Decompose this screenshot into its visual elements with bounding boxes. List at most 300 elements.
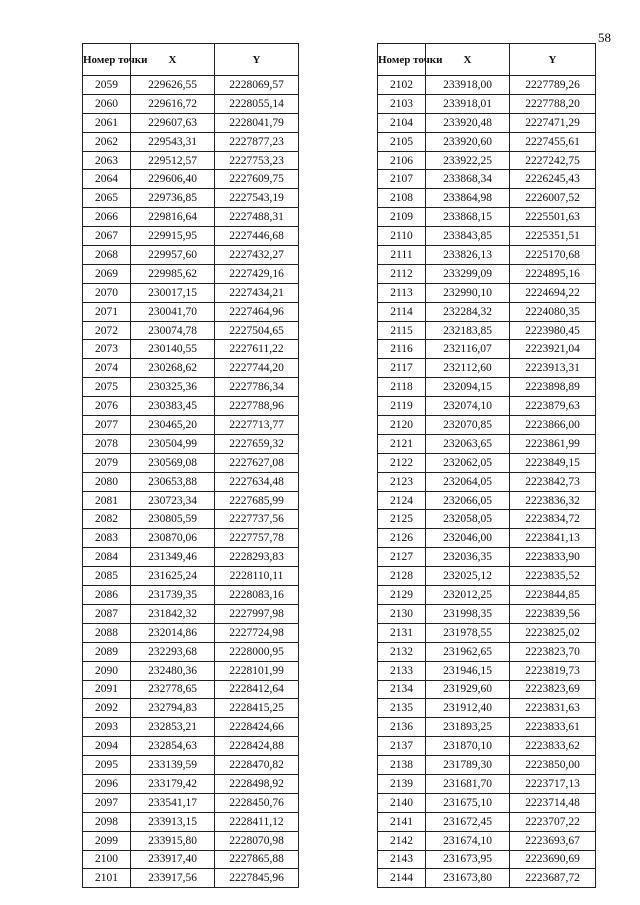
table-row xyxy=(83,491,299,510)
y-coordinate-cell: 2227757,78 xyxy=(215,529,299,548)
x-coordinate-cell: 233826,13 xyxy=(426,246,510,265)
point-number-cell: 2079 xyxy=(83,453,131,472)
point-number-cell: 2119 xyxy=(378,397,426,416)
y-coordinate-cell: 2223849,15 xyxy=(510,453,596,472)
table-row xyxy=(83,132,299,151)
table-row xyxy=(378,132,596,151)
point-number-cell: 2131 xyxy=(378,623,426,642)
x-coordinate-cell: 231893,25 xyxy=(426,718,510,737)
y-coordinate-cell: 2228055,14 xyxy=(215,94,299,113)
x-coordinate-cell: 229616,72 xyxy=(131,94,215,113)
point-number-cell: 2069 xyxy=(83,264,131,283)
point-number-cell: 2133 xyxy=(378,661,426,680)
y-coordinate-cell: 2223717,13 xyxy=(510,774,596,793)
point-number-cell: 2113 xyxy=(378,283,426,302)
y-coordinate-cell: 2224694,22 xyxy=(510,283,596,302)
y-coordinate-cell: 2223844,85 xyxy=(510,586,596,605)
point-number-cell: 2060 xyxy=(83,94,131,113)
table-row xyxy=(378,151,596,170)
x-coordinate-cell: 232062,05 xyxy=(426,453,510,472)
x-coordinate-cell: 232074,10 xyxy=(426,397,510,416)
table-row xyxy=(378,434,596,453)
x-coordinate-cell: 232063,65 xyxy=(426,434,510,453)
point-number-cell: 2078 xyxy=(83,434,131,453)
x-coordinate-cell: 230325,36 xyxy=(131,378,215,397)
x-coordinate-cell: 229512,57 xyxy=(131,151,215,170)
x-coordinate-cell: 232284,32 xyxy=(426,302,510,321)
x-coordinate-cell: 231625,24 xyxy=(131,567,215,586)
point-number-cell: 2092 xyxy=(83,699,131,718)
table-row xyxy=(83,548,299,567)
x-coordinate-cell: 232778,65 xyxy=(131,680,215,699)
header-x: X xyxy=(426,44,510,76)
table-row xyxy=(378,586,596,605)
point-number-cell: 2064 xyxy=(83,170,131,189)
x-coordinate-cell: 233868,34 xyxy=(426,170,510,189)
x-coordinate-cell: 231673,95 xyxy=(426,850,510,869)
point-number-cell: 2143 xyxy=(378,850,426,869)
point-number-cell: 2074 xyxy=(83,359,131,378)
table-row xyxy=(378,94,596,113)
table-row xyxy=(378,869,596,888)
point-number-cell: 2088 xyxy=(83,623,131,642)
y-coordinate-cell: 2227464,96 xyxy=(215,302,299,321)
y-coordinate-cell: 2226245,43 xyxy=(510,170,596,189)
table-row xyxy=(83,774,299,793)
table-row xyxy=(378,397,596,416)
table-row xyxy=(378,756,596,775)
x-coordinate-cell: 232116,07 xyxy=(426,340,510,359)
table-row xyxy=(378,340,596,359)
x-coordinate-cell: 231998,35 xyxy=(426,604,510,623)
point-number-cell: 2105 xyxy=(378,132,426,151)
point-number-cell: 2076 xyxy=(83,397,131,416)
point-number-cell: 2124 xyxy=(378,491,426,510)
table-row xyxy=(378,510,596,529)
x-coordinate-cell: 229957,60 xyxy=(131,246,215,265)
y-coordinate-cell: 2227471,29 xyxy=(510,113,596,132)
point-number-cell: 2089 xyxy=(83,642,131,661)
x-coordinate-cell: 233299,09 xyxy=(426,264,510,283)
y-coordinate-cell: 2227634,48 xyxy=(215,472,299,491)
x-coordinate-cell: 232853,21 xyxy=(131,718,215,737)
y-coordinate-cell: 2226007,52 xyxy=(510,189,596,208)
header-point-number: Номер точки xyxy=(83,44,131,76)
y-coordinate-cell: 2228450,76 xyxy=(215,793,299,812)
point-number-cell: 2077 xyxy=(83,416,131,435)
x-coordinate-cell: 233864,98 xyxy=(426,189,510,208)
point-number-cell: 2071 xyxy=(83,302,131,321)
point-number-cell: 2116 xyxy=(378,340,426,359)
table-row xyxy=(83,397,299,416)
point-number-cell: 2095 xyxy=(83,756,131,775)
table-row xyxy=(378,302,596,321)
table-row xyxy=(83,831,299,850)
point-number-cell: 2059 xyxy=(83,76,131,95)
y-coordinate-cell: 2223707,22 xyxy=(510,812,596,831)
table-row xyxy=(83,189,299,208)
y-coordinate-cell: 2223980,45 xyxy=(510,321,596,340)
y-coordinate-cell: 2225170,68 xyxy=(510,246,596,265)
point-number-cell: 2091 xyxy=(83,680,131,699)
point-number-cell: 2132 xyxy=(378,642,426,661)
table-row xyxy=(378,548,596,567)
y-coordinate-cell: 2223835,52 xyxy=(510,567,596,586)
table-row xyxy=(378,812,596,831)
table-row xyxy=(378,529,596,548)
table-row xyxy=(83,812,299,831)
table-row xyxy=(83,737,299,756)
table-row xyxy=(83,472,299,491)
point-number-cell: 2136 xyxy=(378,718,426,737)
table-row xyxy=(83,76,299,95)
x-coordinate-cell: 233139,59 xyxy=(131,756,215,775)
page-number: 58 xyxy=(598,30,611,45)
point-number-cell: 2123 xyxy=(378,472,426,491)
table-row xyxy=(378,113,596,132)
y-coordinate-cell: 2223690,69 xyxy=(510,850,596,869)
table-row xyxy=(83,434,299,453)
table-row xyxy=(83,718,299,737)
y-coordinate-cell: 2223879,63 xyxy=(510,397,596,416)
point-number-cell: 2129 xyxy=(378,586,426,605)
table-row xyxy=(83,208,299,227)
point-number-cell: 2106 xyxy=(378,151,426,170)
point-number-cell: 2062 xyxy=(83,132,131,151)
x-coordinate-cell: 229607,63 xyxy=(131,113,215,132)
x-coordinate-cell: 230268,62 xyxy=(131,359,215,378)
x-coordinate-cell: 233917,40 xyxy=(131,850,215,869)
point-number-cell: 2139 xyxy=(378,774,426,793)
point-number-cell: 2126 xyxy=(378,529,426,548)
point-number-cell: 2087 xyxy=(83,604,131,623)
y-coordinate-cell: 2227724,98 xyxy=(215,623,299,642)
y-coordinate-cell: 2225501,63 xyxy=(510,208,596,227)
x-coordinate-cell: 232183,85 xyxy=(426,321,510,340)
x-coordinate-cell: 231674,10 xyxy=(426,831,510,850)
point-number-cell: 2066 xyxy=(83,208,131,227)
x-coordinate-cell: 233922,25 xyxy=(426,151,510,170)
y-coordinate-cell: 2227446,68 xyxy=(215,227,299,246)
point-number-cell: 2125 xyxy=(378,510,426,529)
x-coordinate-cell: 230870,06 xyxy=(131,529,215,548)
point-number-cell: 2081 xyxy=(83,491,131,510)
table-row xyxy=(83,793,299,812)
point-number-cell: 2109 xyxy=(378,208,426,227)
table-row xyxy=(378,246,596,265)
y-coordinate-cell: 2223834,72 xyxy=(510,510,596,529)
table-row xyxy=(83,604,299,623)
table-row xyxy=(378,774,596,793)
x-coordinate-cell: 231978,55 xyxy=(426,623,510,642)
y-coordinate-cell: 2227786,34 xyxy=(215,378,299,397)
x-coordinate-cell: 232854,63 xyxy=(131,737,215,756)
y-coordinate-cell: 2224080,35 xyxy=(510,302,596,321)
point-number-cell: 2083 xyxy=(83,529,131,548)
y-coordinate-cell: 2227543,19 xyxy=(215,189,299,208)
table-row xyxy=(83,642,299,661)
x-coordinate-cell: 233541,17 xyxy=(131,793,215,812)
y-coordinate-cell: 2227877,23 xyxy=(215,132,299,151)
y-coordinate-cell: 2223825,02 xyxy=(510,623,596,642)
coordinates-table-left xyxy=(82,43,299,888)
table-row xyxy=(83,227,299,246)
point-number-cell: 2090 xyxy=(83,661,131,680)
y-coordinate-cell: 2227611,22 xyxy=(215,340,299,359)
x-coordinate-cell: 229985,62 xyxy=(131,264,215,283)
point-number-cell: 2101 xyxy=(83,869,131,888)
x-coordinate-cell: 231842,32 xyxy=(131,604,215,623)
point-number-cell: 2063 xyxy=(83,151,131,170)
y-coordinate-cell: 2228069,57 xyxy=(215,76,299,95)
x-coordinate-cell: 233913,15 xyxy=(131,812,215,831)
x-coordinate-cell: 231789,30 xyxy=(426,756,510,775)
table-row xyxy=(83,661,299,680)
x-coordinate-cell: 232064,05 xyxy=(426,472,510,491)
point-number-cell: 2142 xyxy=(378,831,426,850)
table-row xyxy=(378,170,596,189)
point-number-cell: 2073 xyxy=(83,340,131,359)
table-row xyxy=(378,283,596,302)
y-coordinate-cell: 2223836,32 xyxy=(510,491,596,510)
x-coordinate-cell: 233918,00 xyxy=(426,76,510,95)
x-coordinate-cell: 229915,95 xyxy=(131,227,215,246)
x-coordinate-cell: 232012,25 xyxy=(426,586,510,605)
header-point-number: Номер точки xyxy=(378,44,426,76)
x-coordinate-cell: 232990,10 xyxy=(426,283,510,302)
table-row xyxy=(378,850,596,869)
y-coordinate-cell: 2223866,00 xyxy=(510,416,596,435)
table-row xyxy=(378,699,596,718)
point-number-cell: 2082 xyxy=(83,510,131,529)
y-coordinate-cell: 2223841,13 xyxy=(510,529,596,548)
point-number-cell: 2086 xyxy=(83,586,131,605)
x-coordinate-cell: 232094,15 xyxy=(426,378,510,397)
y-coordinate-cell: 2227659,32 xyxy=(215,434,299,453)
y-coordinate-cell: 2227504,65 xyxy=(215,321,299,340)
point-number-cell: 2118 xyxy=(378,378,426,397)
point-number-cell: 2098 xyxy=(83,812,131,831)
table-row xyxy=(378,604,596,623)
table-row xyxy=(83,453,299,472)
point-number-cell: 2121 xyxy=(378,434,426,453)
point-number-cell: 2070 xyxy=(83,283,131,302)
table-row xyxy=(83,869,299,888)
table-row xyxy=(378,472,596,491)
y-coordinate-cell: 2223921,04 xyxy=(510,340,596,359)
x-coordinate-cell: 232480,36 xyxy=(131,661,215,680)
table-row xyxy=(378,189,596,208)
x-coordinate-cell: 232070,85 xyxy=(426,416,510,435)
point-number-cell: 2112 xyxy=(378,264,426,283)
point-number-cell: 2137 xyxy=(378,737,426,756)
y-coordinate-cell: 2227865,88 xyxy=(215,850,299,869)
y-coordinate-cell: 2223839,56 xyxy=(510,604,596,623)
point-number-cell: 2084 xyxy=(83,548,131,567)
table-row xyxy=(83,623,299,642)
point-number-cell: 2102 xyxy=(378,76,426,95)
y-coordinate-cell: 2223819,73 xyxy=(510,661,596,680)
y-coordinate-cell: 2224895,16 xyxy=(510,264,596,283)
y-coordinate-cell: 2227744,20 xyxy=(215,359,299,378)
table-row xyxy=(83,359,299,378)
x-coordinate-cell: 233918,01 xyxy=(426,94,510,113)
point-number-cell: 2075 xyxy=(83,378,131,397)
y-coordinate-cell: 2223898,89 xyxy=(510,378,596,397)
point-number-cell: 2072 xyxy=(83,321,131,340)
coordinates-table-right xyxy=(377,43,596,888)
y-coordinate-cell: 2223823,70 xyxy=(510,642,596,661)
table-row xyxy=(378,76,596,95)
x-coordinate-cell: 231962,65 xyxy=(426,642,510,661)
y-coordinate-cell: 2228083,16 xyxy=(215,586,299,605)
table-row xyxy=(378,453,596,472)
table-row xyxy=(83,170,299,189)
x-coordinate-cell: 231870,10 xyxy=(426,737,510,756)
y-coordinate-cell: 2223693,67 xyxy=(510,831,596,850)
point-number-cell: 2141 xyxy=(378,812,426,831)
x-coordinate-cell: 232046,00 xyxy=(426,529,510,548)
x-coordinate-cell: 233868,15 xyxy=(426,208,510,227)
x-coordinate-cell: 232112,60 xyxy=(426,359,510,378)
point-number-cell: 2085 xyxy=(83,567,131,586)
y-coordinate-cell: 2227845,96 xyxy=(215,869,299,888)
table-row xyxy=(378,378,596,397)
y-coordinate-cell: 2223842,73 xyxy=(510,472,596,491)
point-number-cell: 2108 xyxy=(378,189,426,208)
y-coordinate-cell: 2223833,62 xyxy=(510,737,596,756)
x-coordinate-cell: 232794,83 xyxy=(131,699,215,718)
table-row xyxy=(83,756,299,775)
y-coordinate-cell: 2228411,12 xyxy=(215,812,299,831)
point-number-cell: 2068 xyxy=(83,246,131,265)
table-row xyxy=(83,94,299,113)
point-number-cell: 2096 xyxy=(83,774,131,793)
y-coordinate-cell: 2227488,31 xyxy=(215,208,299,227)
table-row xyxy=(378,208,596,227)
point-number-cell: 2094 xyxy=(83,737,131,756)
point-number-cell: 2061 xyxy=(83,113,131,132)
table-row xyxy=(378,623,596,642)
x-coordinate-cell: 230465,20 xyxy=(131,416,215,435)
point-number-cell: 2107 xyxy=(378,170,426,189)
x-coordinate-cell: 230017,15 xyxy=(131,283,215,302)
point-number-cell: 2067 xyxy=(83,227,131,246)
x-coordinate-cell: 232014,86 xyxy=(131,623,215,642)
point-number-cell: 2122 xyxy=(378,453,426,472)
x-coordinate-cell: 229606,40 xyxy=(131,170,215,189)
y-coordinate-cell: 2227788,96 xyxy=(215,397,299,416)
x-coordinate-cell: 231675,10 xyxy=(426,793,510,812)
table-header-row xyxy=(378,44,596,76)
point-number-cell: 2114 xyxy=(378,302,426,321)
point-number-cell: 2110 xyxy=(378,227,426,246)
y-coordinate-cell: 2227789,26 xyxy=(510,76,596,95)
x-coordinate-cell: 232058,05 xyxy=(426,510,510,529)
x-coordinate-cell: 229543,31 xyxy=(131,132,215,151)
x-coordinate-cell: 230504,99 xyxy=(131,434,215,453)
y-coordinate-cell: 2228412,64 xyxy=(215,680,299,699)
x-coordinate-cell: 232293,68 xyxy=(131,642,215,661)
x-coordinate-cell: 230805,59 xyxy=(131,510,215,529)
y-coordinate-cell: 2227997,98 xyxy=(215,604,299,623)
point-number-cell: 2138 xyxy=(378,756,426,775)
y-coordinate-cell: 2228470,82 xyxy=(215,756,299,775)
x-coordinate-cell: 231672,45 xyxy=(426,812,510,831)
table-row xyxy=(83,321,299,340)
x-coordinate-cell: 231739,35 xyxy=(131,586,215,605)
table-row xyxy=(83,264,299,283)
point-number-cell: 2099 xyxy=(83,831,131,850)
x-coordinate-cell: 231349,46 xyxy=(131,548,215,567)
point-number-cell: 2128 xyxy=(378,567,426,586)
y-coordinate-cell: 2227713,77 xyxy=(215,416,299,435)
y-coordinate-cell: 2228498,92 xyxy=(215,774,299,793)
table-row xyxy=(83,340,299,359)
y-coordinate-cell: 2223833,61 xyxy=(510,718,596,737)
table-row xyxy=(378,680,596,699)
y-coordinate-cell: 2228000,95 xyxy=(215,642,299,661)
y-coordinate-cell: 2225351,51 xyxy=(510,227,596,246)
x-coordinate-cell: 229736,85 xyxy=(131,189,215,208)
y-coordinate-cell: 2227788,20 xyxy=(510,94,596,113)
x-coordinate-cell: 233917,56 xyxy=(131,869,215,888)
y-coordinate-cell: 2227242,75 xyxy=(510,151,596,170)
x-coordinate-cell: 230653,88 xyxy=(131,472,215,491)
table-row xyxy=(83,283,299,302)
header-y: Y xyxy=(215,44,299,76)
table-row xyxy=(378,737,596,756)
y-coordinate-cell: 2228070,98 xyxy=(215,831,299,850)
y-coordinate-cell: 2227429,16 xyxy=(215,264,299,283)
y-coordinate-cell: 2228101,99 xyxy=(215,661,299,680)
table-row xyxy=(83,151,299,170)
table-row xyxy=(83,586,299,605)
y-coordinate-cell: 2228424,66 xyxy=(215,718,299,737)
point-number-cell: 2144 xyxy=(378,869,426,888)
y-coordinate-cell: 2223687,72 xyxy=(510,869,596,888)
table-row xyxy=(378,567,596,586)
point-number-cell: 2065 xyxy=(83,189,131,208)
point-number-cell: 2104 xyxy=(378,113,426,132)
table-row xyxy=(378,831,596,850)
x-coordinate-cell: 233843,85 xyxy=(426,227,510,246)
table-row xyxy=(83,302,299,321)
table-row xyxy=(378,359,596,378)
y-coordinate-cell: 2227434,21 xyxy=(215,283,299,302)
y-coordinate-cell: 2227627,08 xyxy=(215,453,299,472)
y-coordinate-cell: 2223913,31 xyxy=(510,359,596,378)
x-coordinate-cell: 232036,35 xyxy=(426,548,510,567)
table-row xyxy=(378,416,596,435)
table-row xyxy=(83,680,299,699)
y-coordinate-cell: 2228110,11 xyxy=(215,567,299,586)
table-row xyxy=(378,793,596,812)
y-coordinate-cell: 2228424,88 xyxy=(215,737,299,756)
header-y: Y xyxy=(510,44,596,76)
x-coordinate-cell: 230569,08 xyxy=(131,453,215,472)
point-number-cell: 2120 xyxy=(378,416,426,435)
x-coordinate-cell: 233920,60 xyxy=(426,132,510,151)
x-coordinate-cell: 229816,64 xyxy=(131,208,215,227)
x-coordinate-cell: 231673,80 xyxy=(426,869,510,888)
y-coordinate-cell: 2227737,56 xyxy=(215,510,299,529)
x-coordinate-cell: 231912,40 xyxy=(426,699,510,718)
x-coordinate-cell: 232025,12 xyxy=(426,567,510,586)
y-coordinate-cell: 2227685,99 xyxy=(215,491,299,510)
table-row xyxy=(83,699,299,718)
x-coordinate-cell: 231681,70 xyxy=(426,774,510,793)
